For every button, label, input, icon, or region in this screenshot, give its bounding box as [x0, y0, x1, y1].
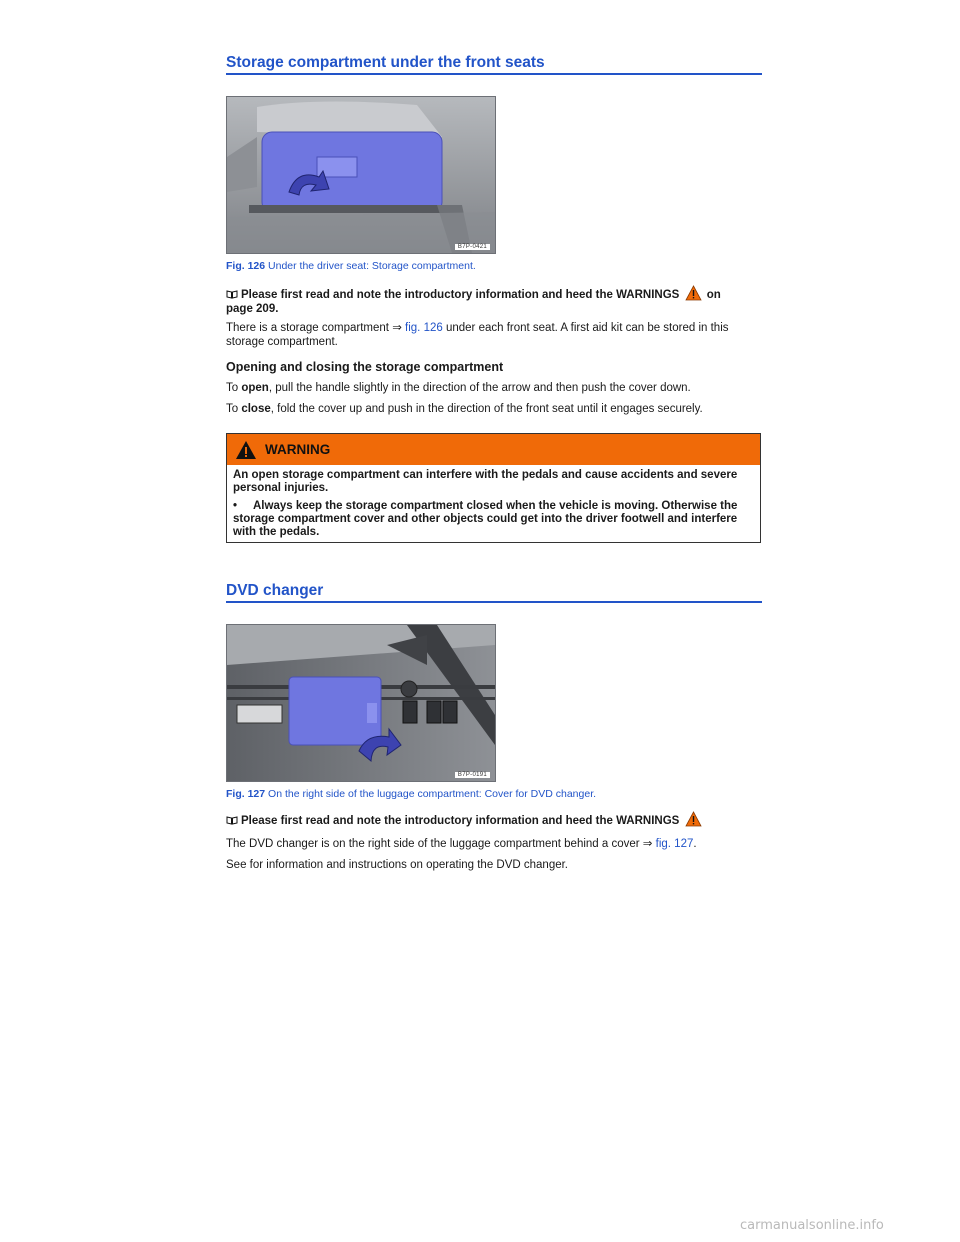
dvd-paragraph-text: The DVD changer is on the right side of the luggage compartment behind a cover: [226, 838, 643, 850]
intro-note-text: Please first read and note the introductory information and heed the WARNINGS: [241, 289, 680, 301]
open-prefix: To: [226, 382, 242, 394]
storage-paragraph-text: There is a storage compartment: [226, 322, 393, 334]
warning-bullet-line: storage compartment cover and other objects could get into the driver footwell and interfere: [233, 513, 738, 525]
figure-caption-label: Fig. 127: [226, 788, 266, 800]
figure-caption: [226, 788, 596, 800]
warning-box: [226, 433, 761, 543]
subheading-open-close: Opening and closing the storage compartment: [226, 360, 504, 374]
intro-note-suffix: on: [703, 289, 721, 301]
dvd-changer-illustration: [227, 625, 495, 781]
dvd-paragraph-end: .: [693, 838, 697, 850]
intro-note: [226, 285, 762, 316]
close-prefix: To: [226, 403, 242, 415]
figure-caption-label: Fig. 126: [226, 260, 266, 272]
warning-triangle-icon[interactable]: [685, 811, 702, 827]
figure-code-label: B7P-0191: [455, 772, 490, 778]
storage-paragraph: [226, 321, 762, 349]
section-title-dvd: DVD changer: [226, 582, 762, 603]
warning-triangle-icon[interactable]: [685, 285, 702, 301]
open-instruction: [226, 381, 762, 395]
storage-paragraph-text-cont: under each front seat. A first aid kit can be stored in this: [442, 322, 729, 334]
warning-line: An open storage compartment can interfere with the pedals and cause accidents and severe: [233, 469, 738, 481]
intro-note-page-link[interactable]: page 209.: [226, 303, 279, 315]
storage-compartment-illustration: [227, 97, 495, 253]
book-icon: [226, 290, 238, 299]
warning-bullet-line: with the pedals.: [233, 526, 320, 538]
fig-126-link[interactable]: fig. 126: [405, 322, 443, 334]
bullet-icon: •: [233, 500, 238, 512]
warning-header: [227, 434, 760, 465]
dvd-paragraph: [226, 837, 762, 851]
figure-dvd-changer: [226, 624, 496, 782]
warning-text: [233, 469, 754, 495]
figure-code-label: B7P-0421: [455, 244, 490, 250]
warning-title: WARNING: [265, 442, 331, 457]
warning-body: [227, 465, 760, 548]
close-text: , fold the cover up and push in the direction of the front seat until it engages securely.: [270, 403, 703, 415]
book-icon: [226, 816, 238, 825]
arrow-right-icon: ⇒: [392, 322, 402, 334]
intro-note: [226, 811, 762, 828]
watermark: carmanualsonline.info: [740, 1218, 884, 1233]
figure-caption: [226, 260, 476, 272]
section-title-storage: Storage compartment under the front seats: [226, 54, 762, 75]
figure-caption-text: Under the driver seat: Storage compartment.: [265, 260, 476, 272]
figure-caption-text: On the right side of the luggage compartment: Cover for DVD changer.: [265, 788, 597, 800]
storage-paragraph-text-end: storage compartment.: [226, 336, 338, 348]
figure-storage-compartment: [226, 96, 496, 254]
arrow-right-icon: ⇒: [642, 838, 653, 850]
warning-line: personal injuries.: [233, 482, 329, 494]
close-keyword: close: [241, 403, 271, 415]
open-keyword: open: [241, 382, 269, 394]
warning-bullet-line: Always keep the storage compartment closed when the vehicle is moving. Otherwise the: [253, 500, 738, 512]
fig-127-link[interactable]: fig. 127: [655, 838, 694, 850]
dvd-info-paragraph: See for information and instructions on operating the DVD changer.: [226, 859, 569, 871]
open-text: , pull the handle slightly in the direction of the arrow and then push the cover down.: [268, 382, 691, 394]
warning-bullet-item: [233, 500, 754, 539]
warning-triangle-icon: [235, 440, 257, 460]
close-instruction: [226, 402, 762, 416]
intro-note-text: Please first read and note the introductory information and heed the WARNINGS: [241, 815, 680, 827]
